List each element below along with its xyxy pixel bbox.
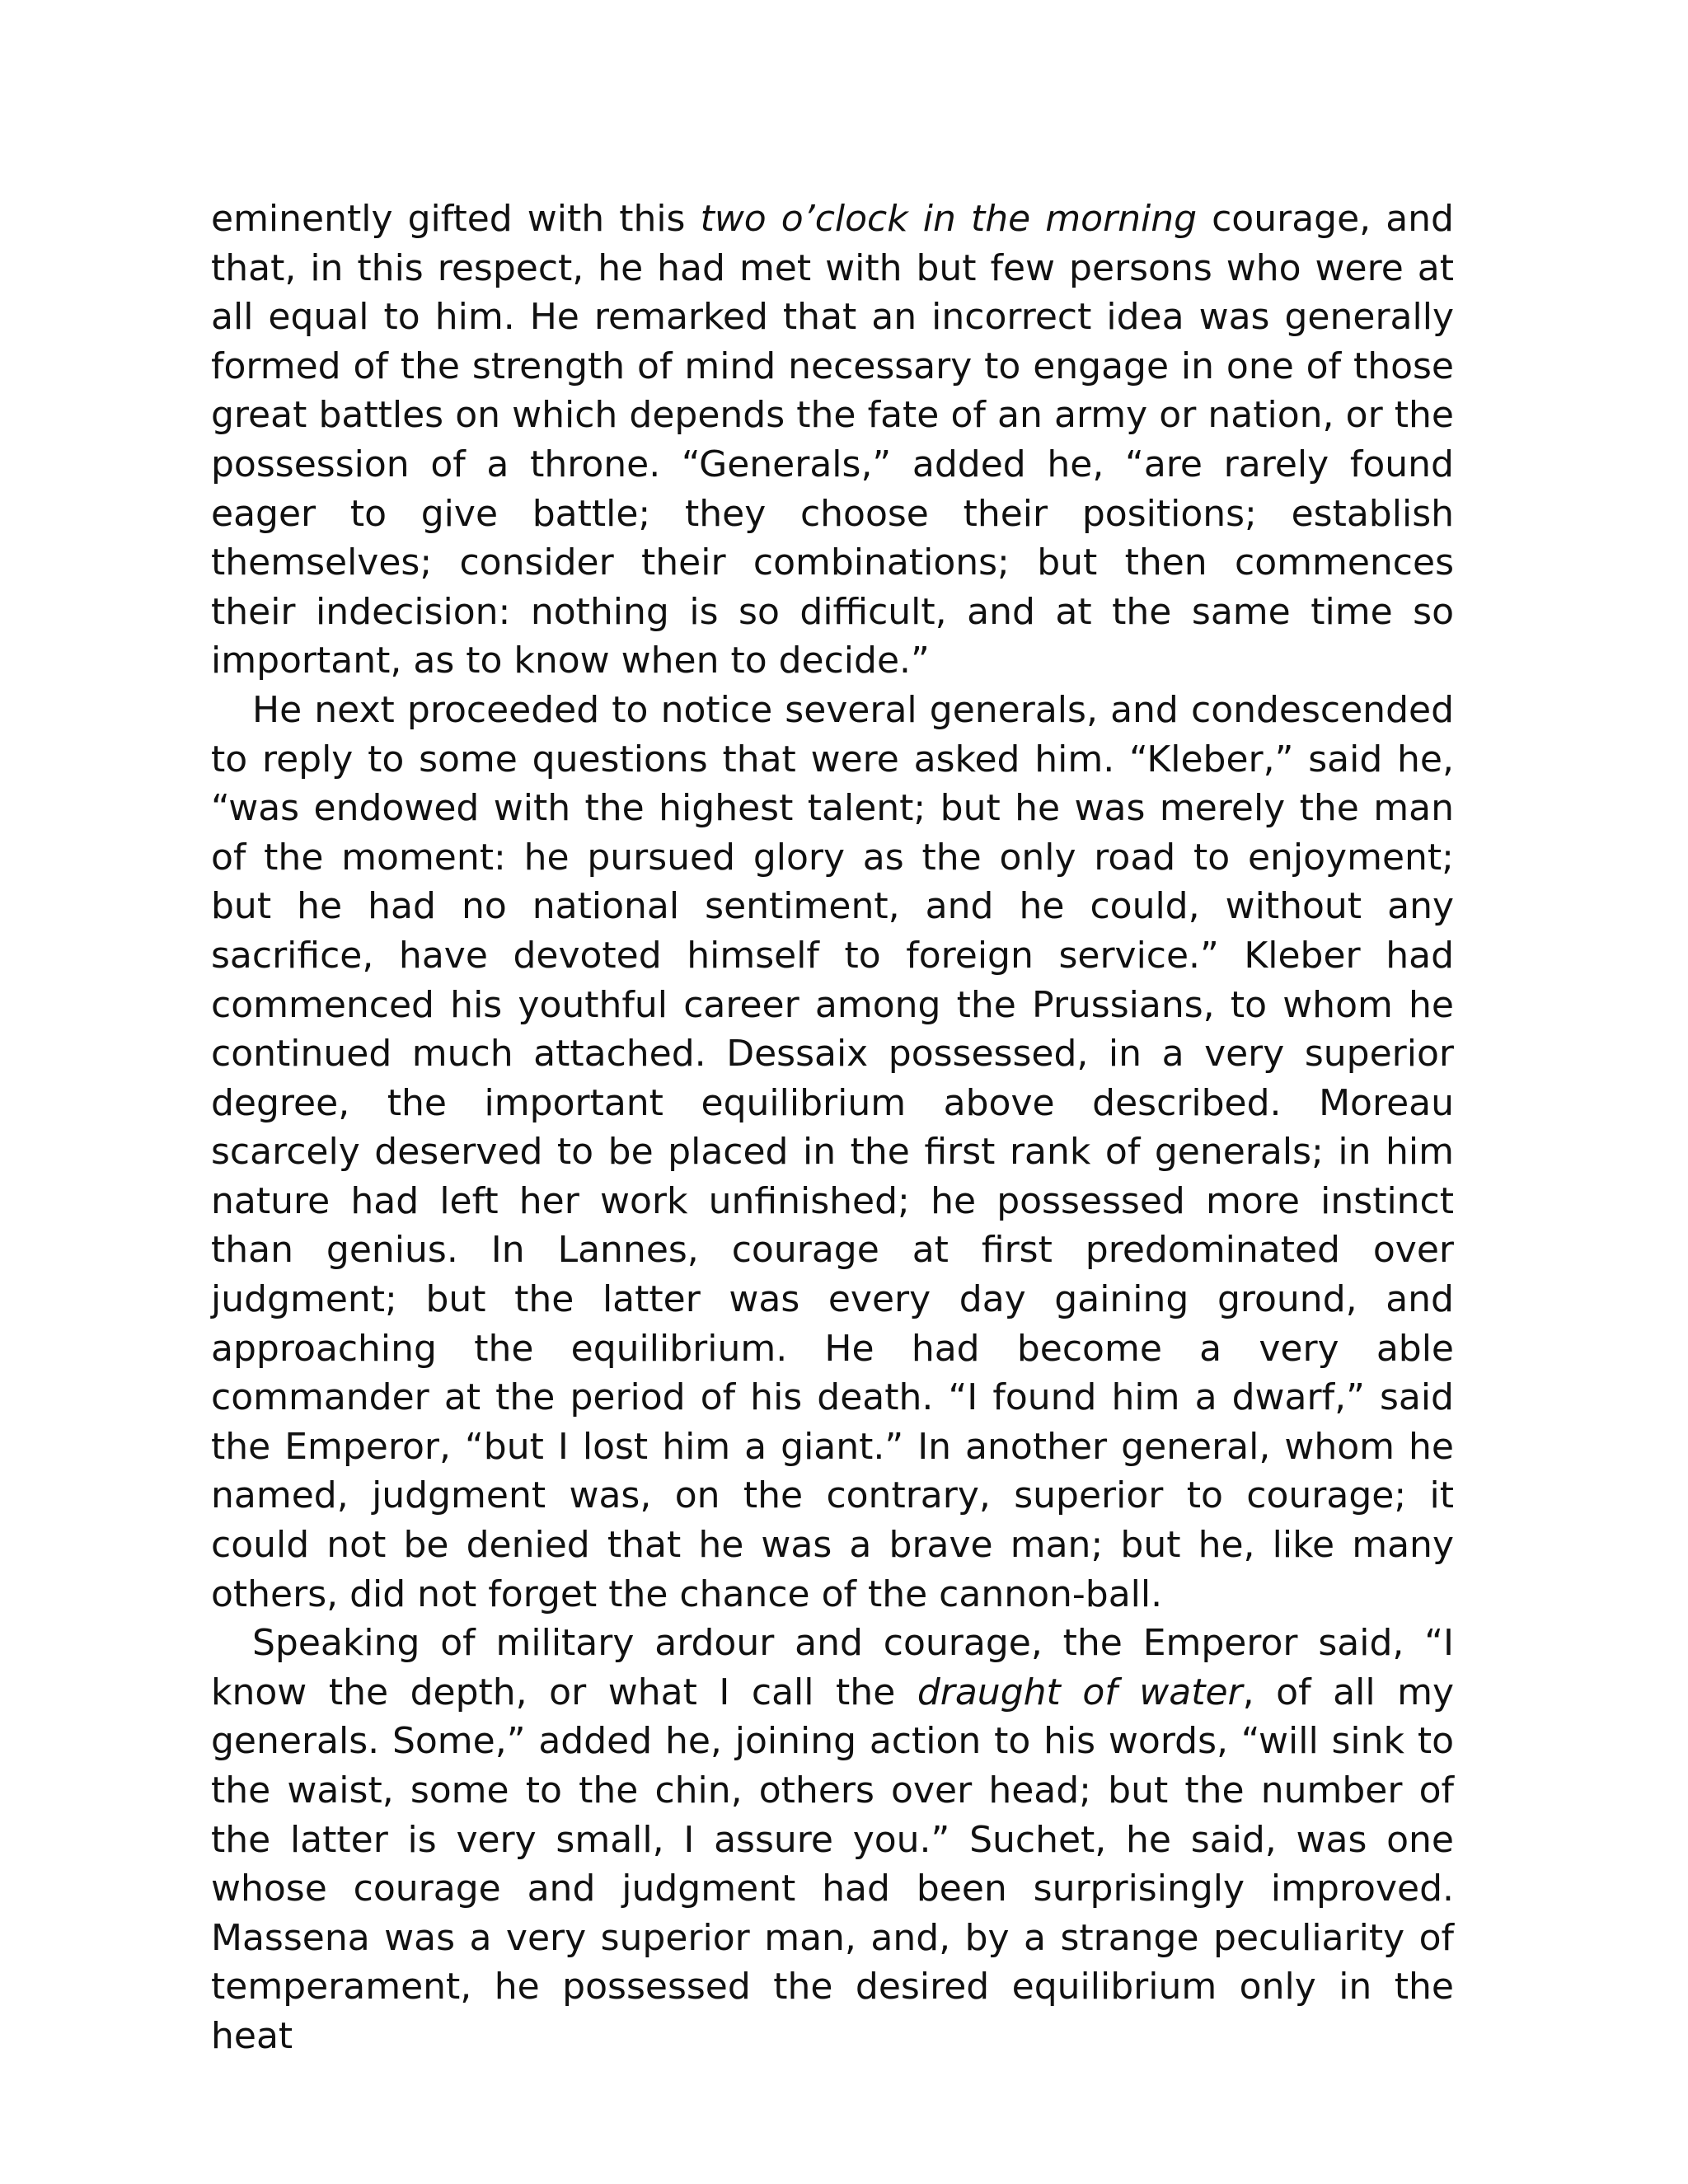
italic-phrase-two-oclock: two o’clock in the morning — [700, 198, 1198, 240]
page-body — [211, 194, 1454, 2061]
paragraph-2-text: He next proceeded to notice several generals, and condescended to reply to some questions that were asked him. “Kleber,” said he, “was endowed with the highest talent; but he was merely the man of the moment: he pursued glory as the only road to enjoyment; but he had no national sentiment, and he could, without any sacrifice, have devoted himself to foreign service.” Kleber had commenced his youthful career among the Prussians, to whom he continued much attached. Dessaix possessed, in a very superior degree, the important equilibrium above described. Moreau scarcely deserved to be placed in the first rank of generals; in him nature had left her work unfinished; he possessed more instinct than genius. In Lannes, courage at first predominated over judgment; but the latter was every day gaining ground, and approaching the equilibrium. He had become a very able commander at the period of his death. “I found him a dwarf,” said the Emperor, “but I lost him a giant.” In another general, whom he named, judgment was, on the contrary, superior to courage; it could not be denied that he was a brave man; but he, like many others, did not forget the chance of the cannon-ball. — [211, 688, 1454, 1615]
paragraph-3-text-2: , of all my generals. Some,” added he, joining action to his words, “will sink to the waist, some to the chin, others over head; but the number of the latter is very small, I assure you.” Suchet, he said, was one whose courage and judgment had been surprisingly improved. Massena was a very superior man, and, by a strange peculiarity of temperament, he possessed the desired equilibrium only in the heat — [211, 1671, 1454, 2057]
paragraph-1-text-2: courage, and that, in this respect, he had met with but few persons who were at all equal to him. He remarked that an incorrect idea was generally formed of the strength of mind necessary to engage in one of those great battles on which depends the fate of an army or nation, or the possession of a throne. “Generals,” added he, “are rarely found eager to give battle; they choose their positions; establish themselves; consider their combinations; but then commences their indecision: nothing is so difficult, and at the same time so important, as to know when to decide.” — [211, 198, 1454, 682]
italic-phrase-draught-of-water: draught of water — [917, 1671, 1243, 1713]
paragraph-3 — [211, 1619, 1454, 2060]
paragraph-1 — [211, 194, 1454, 686]
paragraph-2 — [211, 686, 1454, 1619]
paragraph-3-text-1: Speaking of military ardour and courage, the Emperor said, “I know the depth, or what I call the — [211, 1622, 1454, 1713]
paragraph-1-text-1: eminently gifted with this — [211, 198, 701, 240]
